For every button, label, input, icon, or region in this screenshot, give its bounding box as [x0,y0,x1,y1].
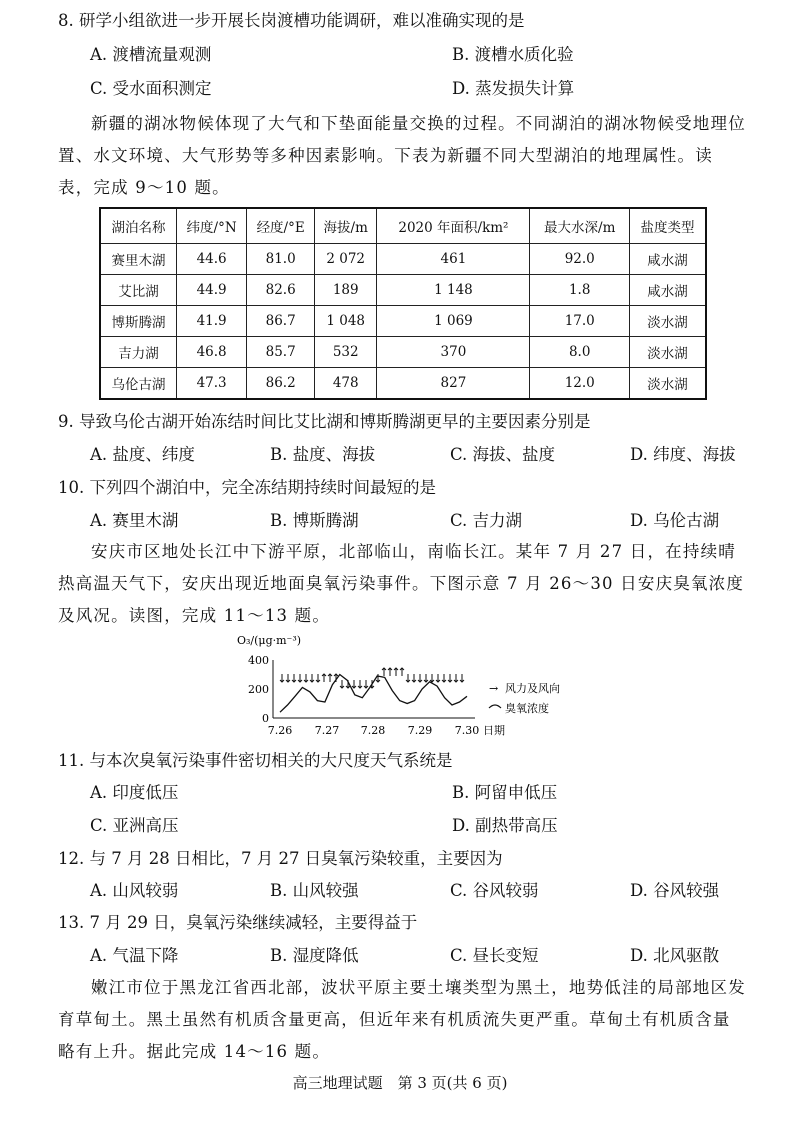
q10-option-b: B. 博斯腾湖 [270,511,359,530]
table-cell: 8.0 [530,337,630,368]
legend-wind-label: 风力及风向 [505,682,560,695]
table-cell: 咸水湖 [630,244,706,275]
table-row [100,275,706,306]
q9-stem: 9. 导致乌伦古湖开始冻结时间比艾比湖和博斯腾湖更早的主要因素分别是 [58,412,591,431]
wind-arrow [412,674,416,682]
table-cell: 86.7 [247,306,315,337]
q11-option-d: D. 副热带高压 [452,816,558,835]
wind-arrow [454,674,458,682]
y-tick-label: 400 [248,654,269,667]
q9-option-d: D. 纬度、海拔 [630,445,736,464]
page-footer: 高三地理试题 第 3 页(共 6 页) [292,1074,508,1092]
wind-arrow [460,674,464,682]
y-tick-label: 0 [262,712,269,725]
intro-14-16: 嫩江市位于黑龙江省西北部，波状平原主要土壤类型为黑土，地势低洼的局部地区发育草甸土。黑土虽然有机质含量更高，但近年来有机质流失更严重。草甸土有机质含量略有上升。据此完成 14～16 题。 [58,978,746,1061]
x-tick-label: 7.27 [314,724,340,737]
table-cell: 咸水湖 [630,275,706,306]
legend-ozone-label: 臭氧浓度 [505,702,549,715]
x-tick-label: 7.30 [454,724,480,737]
table-cell: 478 [314,368,376,400]
table-cell: 532 [314,337,376,368]
intro-9-10: 新疆的湖冰物候体现了大气和下垫面能量交换的过程。不同湖泊的湖冰物候受地理位置、水文环境、大气形势等多种因素影响。下表为新疆不同大型湖泊的地理属性。读表，完成 9～10 题。 [58,114,746,197]
x-tick-label: 7.29 [407,724,433,737]
q8-stem: 8. 研学小组欲进一步开展长岗渡槽功能调研，难以准确实现的是 [58,11,525,30]
q8-option-d: D. 蒸发损失计算 [452,79,575,98]
table-cell: 82.6 [247,275,315,306]
table-header-row [100,208,706,244]
q13-option-d: D. 北风驱散 [630,946,720,965]
q9-option-b: B. 盐度、海拔 [270,445,376,464]
y-tick-label: 200 [248,683,269,696]
wind-arrow [328,674,332,682]
q8-option-b: B. 渡槽水质化验 [452,45,574,64]
wind-arrow [442,674,446,682]
table-cell: 1.8 [530,275,630,306]
q9-option-c: C. 海拔、盐度 [450,445,556,464]
wind-arrow [424,674,428,682]
wind-arrow [298,674,302,682]
wind-arrow [286,674,290,682]
wind-arrow [322,674,326,682]
wind-arrow [388,668,392,676]
wind-arrow [448,674,452,682]
table-row [100,337,706,368]
q13-option-b: B. 湿度降低 [270,946,359,965]
table-cell: 46.8 [176,337,246,368]
intro-11-13: 安庆市区地处长江中下游平原，北部临山，南临长江。某年 7 月 27 日，在持续晴热高温天气下，安庆出现近地面臭氧污染事件。下图示意 7 月 26～30 日安庆臭氧浓度及风况。读图，完成 11～13 题。 [58,542,745,625]
table-cell: 淡水湖 [630,337,706,368]
table-cell: 47.3 [176,368,246,400]
table-cell: 17.0 [530,306,630,337]
wind-arrow [436,674,440,682]
table-header: 盐度类型 [630,208,706,244]
x-axis-label: 日期 [483,724,505,737]
table-cell: 乌伦古湖 [100,368,176,400]
table-cell: 81.0 [247,244,315,275]
q12-option-a: A. 山风较弱 [90,881,179,900]
table-cell: 赛里木湖 [100,244,176,275]
q12-option-b: B. 山风较强 [270,881,359,900]
q9-option-a: A. 盐度、纬度 [90,445,195,464]
wind-arrow [358,680,362,688]
table-cell: 85.7 [247,337,315,368]
table-row [100,368,706,400]
y-axis-label: O₃/(μg·m⁻³) [237,634,302,647]
wind-arrow [292,674,296,682]
q10-option-c: C. 吉力湖 [450,511,523,530]
table-cell: 461 [377,244,530,275]
q12-option-d: D. 谷风较强 [630,881,720,900]
q8-option-a: A. 渡槽流量观测 [90,45,212,64]
table-header: 经度/°E [247,208,315,244]
table-row [100,244,706,275]
wind-arrow [394,668,398,676]
x-tick-label: 7.28 [360,724,386,737]
q10-option-d: D. 乌伦古湖 [630,511,720,530]
table-row [100,306,706,337]
legend-ozone-line [489,705,501,708]
q13-option-c: C. 昼长变短 [450,946,539,965]
q10-stem: 10. 下列四个湖泊中，完全冻结期持续时间最短的是 [58,478,436,497]
table-cell: 艾比湖 [100,275,176,306]
q11-option-b: B. 阿留申低压 [452,783,558,802]
wind-arrow [340,680,344,688]
wind-arrow [430,674,434,682]
wind-arrow [418,674,422,682]
table-cell: 44.9 [176,275,246,306]
q13-option-a: A. 气温下降 [90,946,179,965]
table-cell: 44.6 [176,244,246,275]
table-cell: 86.2 [247,368,315,400]
table-cell: 41.9 [176,306,246,337]
wind-arrow [406,674,410,682]
ozone-chart [225,630,565,748]
table-header: 海拔/m [314,208,376,244]
table-cell: 189 [314,275,376,306]
q12-option-c: C. 谷风较弱 [450,881,539,900]
table-cell: 博斯腾湖 [100,306,176,337]
q13-stem: 13. 7 月 29 日，臭氧污染继续减轻，主要得益于 [58,913,418,932]
q11-option-c: C. 亚洲高压 [90,816,179,835]
table-cell: 2 072 [314,244,376,275]
table-cell: 12.0 [530,368,630,400]
q10-option-a: A. 赛里木湖 [90,511,179,530]
wind-arrow [400,668,404,676]
table-cell: 1 048 [314,306,376,337]
table-header: 湖泊名称 [100,208,176,244]
wind-arrow [280,674,284,682]
wind-arrow [364,680,368,688]
table-cell: 92.0 [530,244,630,275]
q11-option-a: A. 印度低压 [90,783,179,802]
table-cell: 吉力湖 [100,337,176,368]
q11-stem: 11. 与本次臭氧污染事件密切相关的大尺度天气系统是 [58,751,453,770]
table-header: 2020 年面积/km² [377,208,530,244]
wind-arrow [352,680,356,688]
legend-wind-symbol: → [489,682,499,695]
wind-arrow [382,668,386,676]
x-tick-label: 7.26 [267,724,293,737]
wind-arrow [310,674,314,682]
table-header: 纬度/°N [176,208,246,244]
table-header: 最大水深/m [530,208,630,244]
wind-arrow [316,674,320,682]
table-cell: 淡水湖 [630,368,706,400]
q8-option-c: C. 受水面积测定 [90,79,212,98]
wind-arrow [304,674,308,682]
table-cell: 827 [377,368,530,400]
q12-stem: 12. 与 7 月 28 日相比，7 月 27 日臭氧污染较重，主要因为 [58,849,503,868]
table-cell: 1 069 [377,306,530,337]
table-cell: 1 148 [377,275,530,306]
lake-table [99,207,707,400]
table-cell: 370 [377,337,530,368]
table-cell: 淡水湖 [630,306,706,337]
